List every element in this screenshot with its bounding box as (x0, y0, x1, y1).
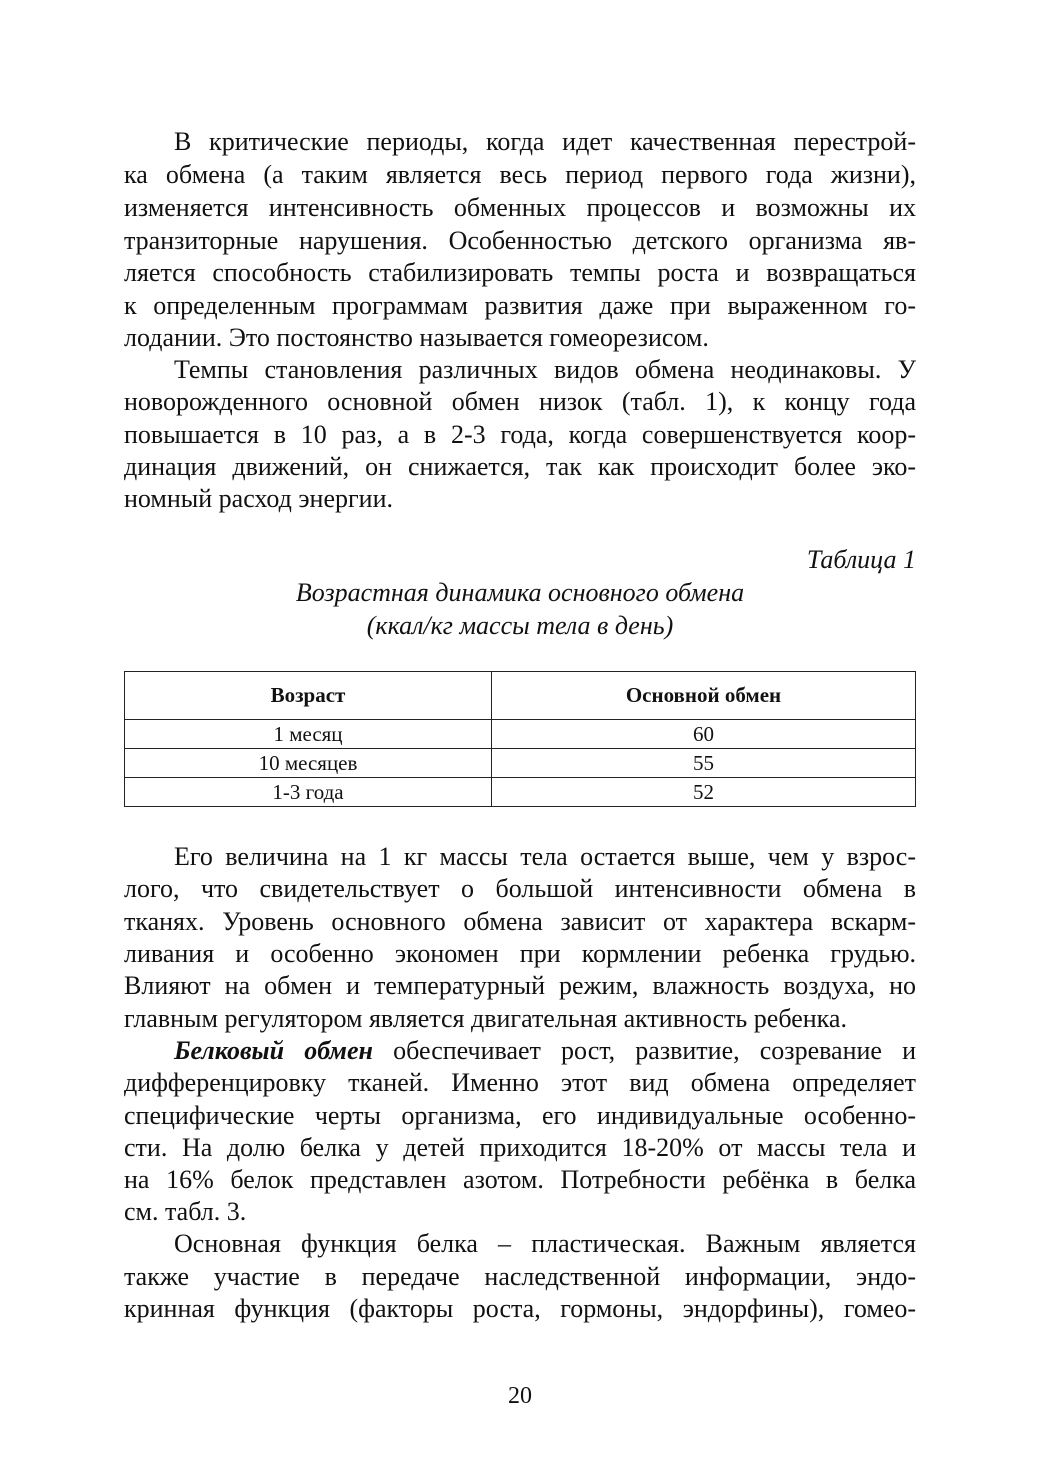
text-line: главным регулятором является двигательная активность ребенка. (124, 1004, 847, 1033)
text-line: кринная функция (факторы роста, гормоны, эндорфины), гомео- (124, 1294, 916, 1323)
text-line: Влияют на обмен и температурный режим, влажность воздуха, но (124, 971, 916, 1000)
text-line: на 16% белок представлен азотом. Потребности ребёнка в белка (124, 1165, 916, 1194)
bold-term: Белковый обмен (174, 1036, 373, 1065)
text-line: изменяется интенсивность обменных процессов и возможны их (124, 193, 916, 222)
table-subtitle: (ккал/кг массы тела в день) (366, 611, 674, 640)
table-row (125, 778, 916, 807)
text-line: сти. На долю белка у детей приходится 18-20% от массы тела и (124, 1133, 916, 1162)
text-line: также участие в передаче наследственной информации, эндо- (124, 1262, 916, 1291)
table-row (125, 749, 916, 778)
column-header: Основной обмен (492, 672, 916, 720)
column-header: Возраст (125, 672, 492, 720)
text-line: В критические периоды, когда идет качественная перестрой- (174, 127, 916, 156)
text-line: дифференцировку тканей. Именно этот вид обмена определяет (124, 1068, 916, 1097)
text-line: ка обмена (а таким является весь период первого года жизни), (124, 160, 916, 189)
page-number: 20 (508, 1383, 532, 1409)
text-line: динация движений, он снижается, так как происходит более эко- (124, 452, 916, 481)
text-line: специфические черты организма, его индивидуальные особенно- (124, 1101, 916, 1130)
table-title: Возрастная динамика основного обмена (295, 578, 745, 607)
text-line (174, 1036, 916, 1066)
table-header-row (125, 672, 916, 720)
table-cell: 52 (492, 778, 916, 807)
text-line: см. табл. 3. (124, 1197, 247, 1226)
text-line: ляется способность стабилизировать темпы роста и возвращаться (124, 258, 916, 287)
text-line: Основная функция белка – пластическая. Важным является (174, 1229, 916, 1258)
text-line: лодании. Это постоянство называется гомеорезисом. (124, 323, 709, 352)
data-table (124, 671, 916, 807)
table-cell: 1-3 года (125, 778, 492, 807)
table-row (125, 720, 916, 749)
text-span: обеспечивает рост, развитие, созревание и (372, 1036, 917, 1065)
text-line: транзиторные нарушения. Особенностью детского организма яв- (124, 226, 916, 255)
table-label: Таблица 1 (806, 545, 916, 574)
table-cell: 10 месяцев (125, 749, 492, 778)
text-line: лого, что свидетельствует о большой интенсивности обмена в (124, 874, 916, 903)
text-line: к определенным программам развития даже при выраженном го- (124, 291, 916, 320)
table-cell: 1 месяц (125, 720, 492, 749)
text-line: повышается в 10 раз, а в 2-3 года, когда совершенствуется коор- (124, 420, 916, 449)
text-line: тканях. Уровень основного обмена зависит от характера вскарм- (124, 907, 916, 936)
table-cell: 60 (492, 720, 916, 749)
text-line: Темпы становления различных видов обмена неодинаковы. У (174, 355, 916, 384)
text-line: новорожденного основной обмен низок (табл. 1), к концу года (124, 387, 916, 416)
table-cell: 55 (492, 749, 916, 778)
text-line: ливания и особенно экономен при кормлении ребенка грудью. (124, 939, 916, 968)
text-line: номный расход энергии. (124, 484, 394, 513)
text-line: Его величина на 1 кг массы тела остается выше, чем у взрос- (174, 842, 916, 871)
